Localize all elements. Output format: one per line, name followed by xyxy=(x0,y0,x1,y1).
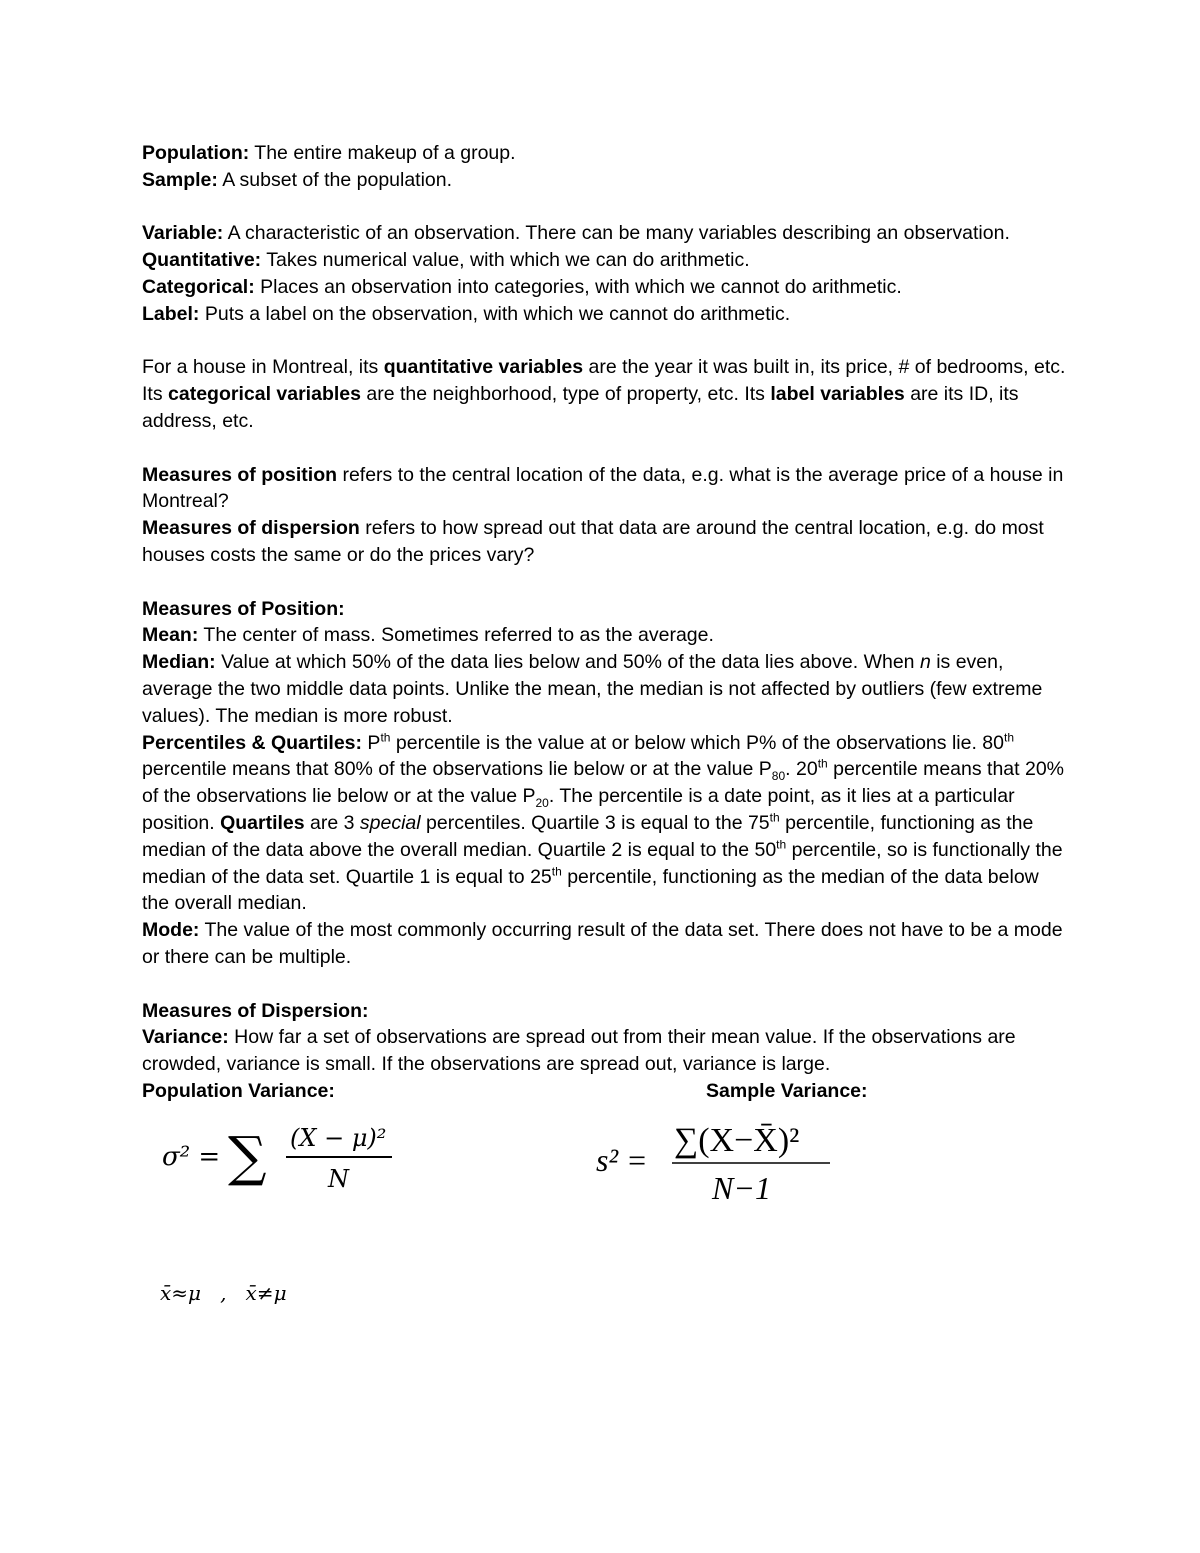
position-heading: Measures of Position: xyxy=(142,597,345,620)
sample-variance-formula xyxy=(594,1109,854,1209)
document-body xyxy=(142,140,1067,1305)
measures-of-position-intro: Measures of position refers to the central location of the data, e.g. what is the average price of a house in Montreal? xyxy=(142,463,1064,513)
samp-numerator: ∑(X−X̄)² xyxy=(674,1121,800,1159)
mean-definition: Mean: The center of mass. Sometimes referred to as the average. xyxy=(142,624,714,647)
population-variance-label: Population Variance: xyxy=(142,1079,335,1102)
variance-definition: Variance: How far a set of observations are spread out from their mean value. If the observations are crowded, variance is small. If the observations are spread out, variance is large. xyxy=(142,1026,1016,1076)
sum-symbol: ∑ xyxy=(228,1124,267,1188)
label-definition: Label: Puts a label on the observation, with which we cannot do arithmetic. xyxy=(142,302,791,325)
house-example-paragraph: For a house in Montreal, its quantitative variables are the year it was built in, its price, # of bedrooms, etc. Its categorical variables are the neighborhood, type of property, etc. Its label variables are its ID, its address, etc. xyxy=(142,356,1066,432)
categorical-definition: Categorical: Places an observation into categories, with which we cannot do arithmetic. xyxy=(142,275,902,298)
dispersion-heading: Measures of Dispersion: xyxy=(142,999,369,1022)
quantitative-definition: Quantitative: Takes numerical value, with which we can do arithmetic. xyxy=(142,249,750,272)
variance-labels-row xyxy=(142,1078,1067,1105)
variable-definition: Variable: A characteristic of an observation. There can be many variables describing an observation. xyxy=(142,222,1010,245)
pop-numerator: (X − μ)² xyxy=(290,1123,387,1152)
sample-definition: Sample: A subset of the population. xyxy=(142,168,453,191)
population-definition: Population: The entire makeup of a group. xyxy=(142,142,516,164)
median-definition: Median: Value at which 50% of the data lies below and 50% of the data lies above. When n is even, average the two middle data points. Unlike the mean, the median is not affected by outliers (few extreme values). The median is more robust. xyxy=(142,651,1043,727)
pop-denominator: N xyxy=(328,1164,349,1193)
percentiles-quartiles-definition: Percentiles & Quartiles: $P^{th}$ percentile is the value at or below which P% of the observations lie. 80th percentile means that 80% of the observations lie below or at the value $P_{80}$. 20th percentile means that 20% of the observations lie below or at the value $P_{20}$. The percentile is a date point, as it lies at a particular position. Quartiles are 3 special percentiles. Quartile 3 is equal to the 75th percentile, functioning as the median of the data above the overall median. Quartile 2 is equal to the 50th percentile, so is functionally the median of the data set. Quartile 1 is equal to 25th percentile, functioning as the median of the data below the overall median. xyxy=(142,730,1065,915)
population-variance-formula xyxy=(160,1113,400,1203)
samp-lhs: s² = xyxy=(596,1141,648,1178)
sample-variance-label: Sample Variance: xyxy=(706,1079,868,1102)
mean-approx-note: x̄≈μ , x̄≠μ xyxy=(160,1281,287,1305)
measures-of-dispersion-intro: Measures of dispersion refers to how spread out that data are around the central location, e.g. do most houses costs the same or do the prices vary? xyxy=(142,517,1044,566)
mode-definition: Mode: The value of the most commonly occurring result of the data set. There does not have to be a mode or there can be multiple. xyxy=(142,919,1063,968)
pop-lhs: σ² = xyxy=(162,1141,221,1172)
variance-formulas xyxy=(142,1109,1067,1239)
samp-denominator: N−1 xyxy=(712,1169,771,1206)
